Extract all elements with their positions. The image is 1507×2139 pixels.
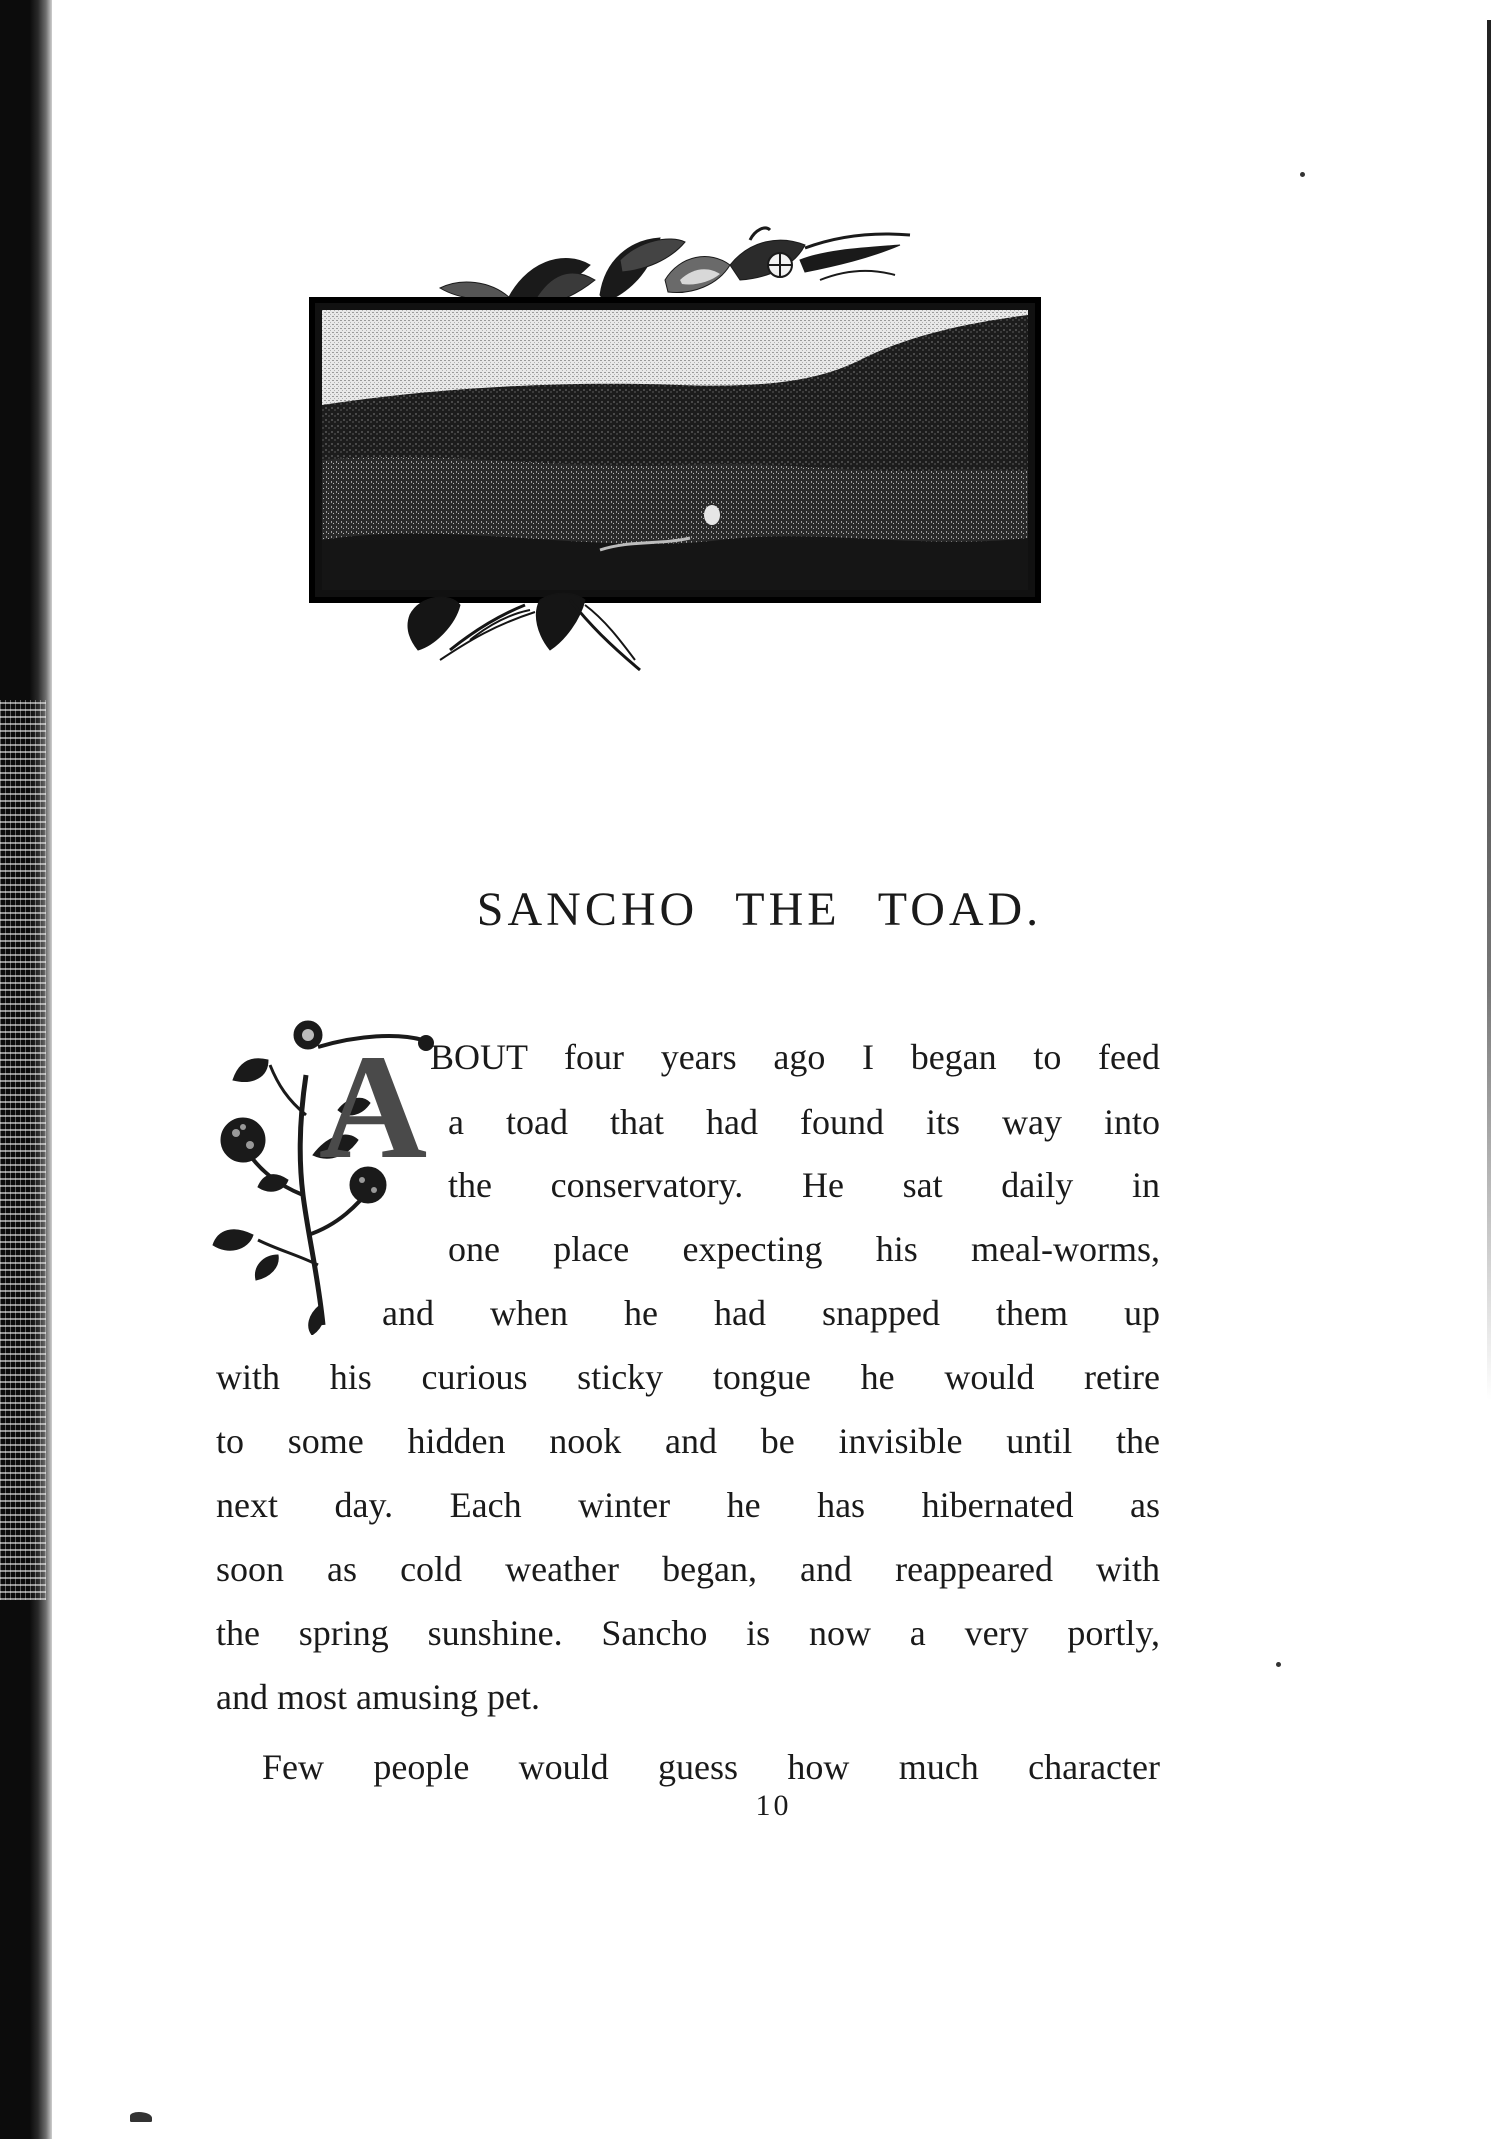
stray-mark — [130, 2112, 152, 2122]
bottom-leaf-garland — [408, 593, 640, 670]
body-line-2: a toad that had found its way into — [448, 1102, 1160, 1142]
stray-mark — [1300, 172, 1305, 177]
drop-cap-letter: A — [318, 1024, 428, 1190]
body-line-9: soon as cold weather began, and reappeared with — [216, 1549, 1160, 1589]
body-line-4: one place expecting his meal-worms, — [448, 1229, 1160, 1269]
binding-texture — [0, 700, 46, 1600]
page-number: 10 — [755, 1789, 792, 1822]
stray-mark — [1276, 1662, 1281, 1667]
body-line-10: the spring sunshine. Sancho is now a very portly, — [216, 1613, 1160, 1653]
header-vignette-illustration — [300, 220, 1060, 680]
body-line-8: next day. Each winter he has hibernated as — [216, 1485, 1160, 1525]
chapter-title: SANCHO THE TOAD. — [476, 883, 1043, 936]
body-line-5: and when he had snapped them up — [382, 1293, 1160, 1333]
body-line-1: BOUT four years ago I began to feed — [430, 1037, 1160, 1077]
body-line-3: the conservatory. He sat daily in — [448, 1165, 1160, 1205]
right-page-edge — [1487, 20, 1491, 1400]
body-line-6: with his curious sticky tongue he would retire — [216, 1357, 1160, 1397]
body-line-11: and most amusing pet. — [216, 1677, 540, 1717]
body-line-12: Few people would guess how much character — [262, 1747, 1160, 1787]
body-line-7: to some hidden nook and be invisible until the — [216, 1421, 1160, 1461]
